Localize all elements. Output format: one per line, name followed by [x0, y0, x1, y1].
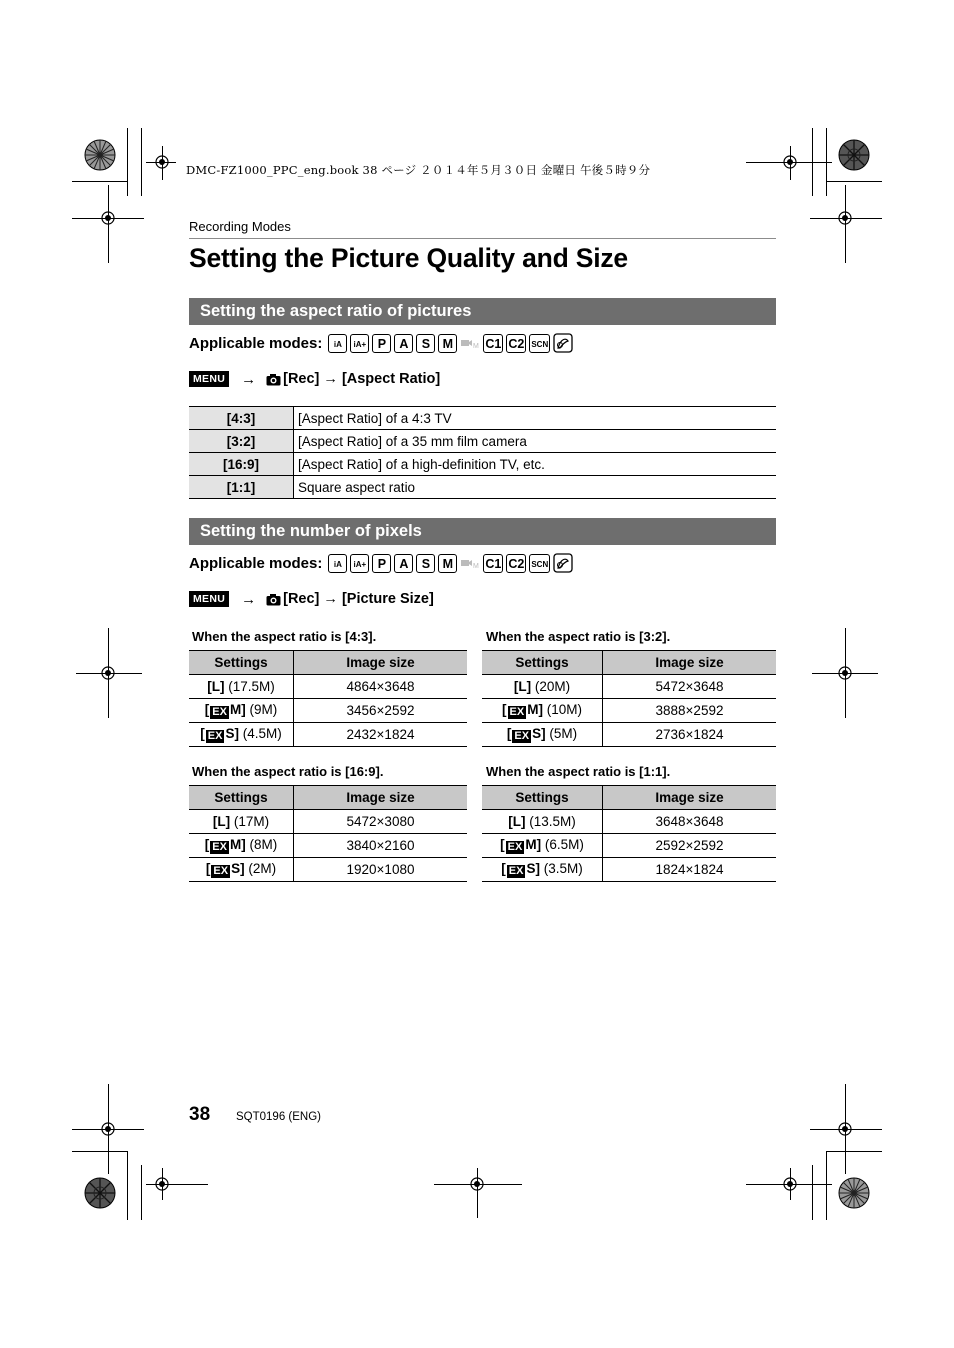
megapixels: (8M)	[249, 837, 278, 852]
applicable-modes-row	[189, 551, 573, 575]
column-header-image-size: Image size	[294, 651, 468, 675]
ex-icon: EX	[212, 841, 227, 853]
table-row	[482, 858, 776, 882]
mode-movie-m-icon	[460, 336, 480, 350]
size-label: S	[231, 861, 241, 876]
mode-ia-plus-icon: iA+	[350, 334, 369, 353]
mode-c2-icon: C2	[506, 334, 526, 353]
setting-cell: [ EX M] (10M)	[482, 699, 603, 723]
size-label: L	[217, 814, 226, 829]
setting-cell: [ EX M] (9M)	[189, 699, 294, 723]
table-header-row	[189, 786, 467, 810]
ratio-description: Square aspect ratio	[294, 476, 777, 499]
applicable-modes-label: Applicable modes:	[189, 334, 323, 352]
megapixels: (13.5M)	[529, 814, 576, 829]
table-row	[189, 675, 467, 699]
table-row	[189, 834, 467, 858]
menu-path-aspect-ratio	[189, 369, 440, 389]
table-row	[482, 810, 776, 834]
column-header-settings: Settings	[482, 786, 603, 810]
ex-icon: EX	[508, 865, 524, 877]
table-row	[189, 453, 776, 476]
mode-c2-icon: C2	[506, 554, 526, 573]
mode-c1-icon: C1	[483, 554, 503, 573]
image-size-cell: 1920×1080	[294, 858, 468, 882]
megapixels: (2M)	[248, 861, 277, 876]
setting-cell: [L] (17.5M)	[189, 675, 294, 699]
image-size-cell: 2736×1824	[603, 723, 777, 747]
setting-cell: [ EX S] (2M)	[189, 858, 294, 882]
mode-creative-control-icon	[553, 553, 573, 573]
camera-icon	[266, 593, 281, 606]
mode-p-icon: P	[372, 554, 391, 573]
image-size-cell: 3840×2160	[294, 834, 468, 858]
applicable-modes-label: Applicable modes:	[189, 554, 323, 572]
starburst-mark-icon	[84, 1177, 116, 1209]
size-label: S	[225, 726, 235, 741]
mode-c1-icon: C1	[483, 334, 503, 353]
registration-target-icon	[99, 664, 117, 682]
ex-icon: EX	[212, 706, 227, 718]
size-label: L	[518, 679, 527, 694]
arrow-icon: →	[241, 590, 257, 608]
ratio-key: [4:3]	[189, 407, 294, 430]
ratio-key: [1:1]	[189, 476, 294, 499]
column-header-image-size: Image size	[294, 786, 468, 810]
ex-icon: EX	[509, 706, 525, 718]
picture-size-table-16-9	[189, 785, 467, 882]
table-row	[189, 407, 776, 430]
aspect-ratio-table	[189, 406, 776, 499]
size-label: M	[527, 702, 539, 717]
section-heading-aspect-ratio: Setting the aspect ratio of pictures	[189, 298, 776, 325]
registration-target-icon	[99, 1120, 117, 1138]
megapixels: (5M)	[549, 726, 578, 741]
starburst-mark-icon	[84, 139, 116, 171]
megapixels: (10M)	[546, 702, 582, 717]
image-size-cell: 3648×3648	[603, 810, 777, 834]
table-row	[482, 675, 776, 699]
menu-path-text: [Rec] → [Picture Size]	[283, 591, 434, 607]
megapixels: (3.5M)	[543, 861, 583, 876]
ratio-description: [Aspect Ratio] of a 35 mm film camera	[294, 430, 777, 453]
registration-target-icon	[468, 1175, 486, 1193]
image-size-cell: 3888×2592	[603, 699, 777, 723]
starburst-mark-icon	[838, 139, 870, 171]
size-label: L	[211, 679, 220, 694]
mode-scn-icon: SCN	[529, 554, 550, 573]
table-caption: When the aspect ratio is [4:3].	[192, 629, 377, 644]
svg-text:M: M	[473, 343, 480, 350]
table-row	[189, 858, 467, 882]
image-size-cell: 2592×2592	[603, 834, 777, 858]
mode-m-icon: M	[438, 554, 457, 573]
table-caption: When the aspect ratio is [1:1].	[486, 764, 671, 779]
ratio-description: [Aspect Ratio] of a 4:3 TV	[294, 407, 777, 430]
ex-icon: EX	[507, 841, 523, 853]
camera-icon	[266, 373, 281, 386]
registration-target-icon	[836, 664, 854, 682]
mode-scn-icon: SCN	[529, 334, 550, 353]
mode-p-icon: P	[372, 334, 391, 353]
registration-target-icon	[836, 1120, 854, 1138]
mode-movie-m-icon	[460, 556, 480, 570]
column-header-image-size: Image size	[603, 651, 777, 675]
registration-target-icon	[781, 153, 799, 171]
image-size-cell: 5472×3648	[603, 675, 777, 699]
arrow-icon: →	[241, 370, 257, 388]
image-size-cell: 5472×3080	[294, 810, 468, 834]
setting-cell: [ EX S] (3.5M)	[482, 858, 603, 882]
megapixels: (20M)	[534, 679, 571, 694]
size-label: M	[525, 837, 537, 852]
table-row	[189, 699, 467, 723]
table-row	[189, 430, 776, 453]
table-header-row	[482, 651, 776, 675]
megapixels: (6.5M)	[544, 837, 584, 852]
column-header-settings: Settings	[482, 651, 603, 675]
size-label: M	[229, 702, 242, 717]
picture-size-table-3-2	[482, 650, 776, 747]
image-size-cell: 1824×1824	[603, 858, 777, 882]
mode-ia-icon: iA	[328, 334, 347, 353]
setting-cell: [L] (13.5M)	[482, 810, 603, 834]
size-label: M	[229, 837, 242, 852]
ex-icon: EX	[514, 730, 530, 742]
setting-cell: [ EX S] (5M)	[482, 723, 603, 747]
mode-creative-control-icon	[553, 333, 573, 353]
table-row	[189, 476, 776, 499]
column-header-settings: Settings	[189, 651, 294, 675]
setting-cell: [L] (17M)	[189, 810, 294, 834]
applicable-modes-row	[189, 331, 573, 355]
table-row	[482, 723, 776, 747]
setting-cell: [ EX M] (8M)	[189, 834, 294, 858]
size-label: S	[526, 861, 536, 876]
page-number: 38	[189, 1104, 211, 1125]
megapixels: (9M)	[249, 702, 278, 717]
registration-target-icon	[153, 153, 171, 171]
mode-a-icon: A	[394, 554, 413, 573]
registration-target-icon	[781, 1175, 799, 1193]
ratio-key: [16:9]	[189, 453, 294, 476]
table-caption: When the aspect ratio is [3:2].	[486, 629, 671, 644]
menu-path-picture-size	[189, 589, 434, 609]
menu-path-text: [Rec] → [Aspect Ratio]	[283, 371, 441, 387]
table-header-row	[189, 651, 467, 675]
image-size-cell: 3456×2592	[294, 699, 468, 723]
registration-target-icon	[153, 1175, 171, 1193]
ex-icon: EX	[207, 730, 223, 742]
registration-target-icon	[836, 209, 854, 227]
table-caption: When the aspect ratio is [16:9].	[192, 764, 384, 779]
breadcrumb: Recording Modes	[189, 219, 291, 234]
picture-size-table-4-3	[189, 650, 467, 747]
svg-text:M: M	[473, 563, 480, 570]
menu-badge: MENU	[189, 591, 229, 607]
setting-cell: [ EX M] (6.5M)	[482, 834, 603, 858]
image-size-cell: 2432×1824	[294, 723, 468, 747]
table-row	[482, 699, 776, 723]
size-label: L	[512, 814, 521, 829]
table-row	[189, 810, 467, 834]
mode-s-icon: S	[416, 554, 435, 573]
megapixels: (4.5M)	[242, 726, 282, 741]
mode-m-icon: M	[438, 334, 457, 353]
table-row	[482, 834, 776, 858]
setting-cell: [L] (20M)	[482, 675, 603, 699]
image-size-cell: 4864×3648	[294, 675, 468, 699]
registration-target-icon	[99, 209, 117, 227]
mode-a-icon: A	[394, 334, 413, 353]
print-slug-line: DMC-FZ1000_PPC_eng.book 38 ページ ２０１４年５月３０日 金曜日 午後５時９分	[186, 163, 651, 177]
table-row	[189, 723, 467, 747]
mode-s-icon: S	[416, 334, 435, 353]
header-divider	[189, 238, 776, 239]
starburst-mark-icon	[838, 1177, 870, 1209]
megapixels: (17.5M)	[228, 679, 275, 694]
section-heading-number-of-pixels: Setting the number of pixels	[189, 518, 776, 545]
model-code: SQT0196 (ENG)	[236, 1111, 321, 1123]
megapixels: (17M)	[233, 814, 270, 829]
picture-size-table-1-1	[482, 785, 776, 882]
ratio-description: [Aspect Ratio] of a high-definition TV, etc.	[294, 453, 777, 476]
column-header-settings: Settings	[189, 786, 294, 810]
page-title: Setting the Picture Quality and Size	[189, 243, 628, 273]
ex-icon: EX	[213, 865, 229, 877]
ratio-key: [3:2]	[189, 430, 294, 453]
mode-ia-plus-icon: iA+	[350, 554, 369, 573]
setting-cell: [ EX S] (4.5M)	[189, 723, 294, 747]
mode-ia-icon: iA	[328, 554, 347, 573]
table-header-row	[482, 786, 776, 810]
size-label: S	[532, 726, 542, 741]
menu-badge: MENU	[189, 371, 229, 387]
column-header-image-size: Image size	[603, 786, 777, 810]
